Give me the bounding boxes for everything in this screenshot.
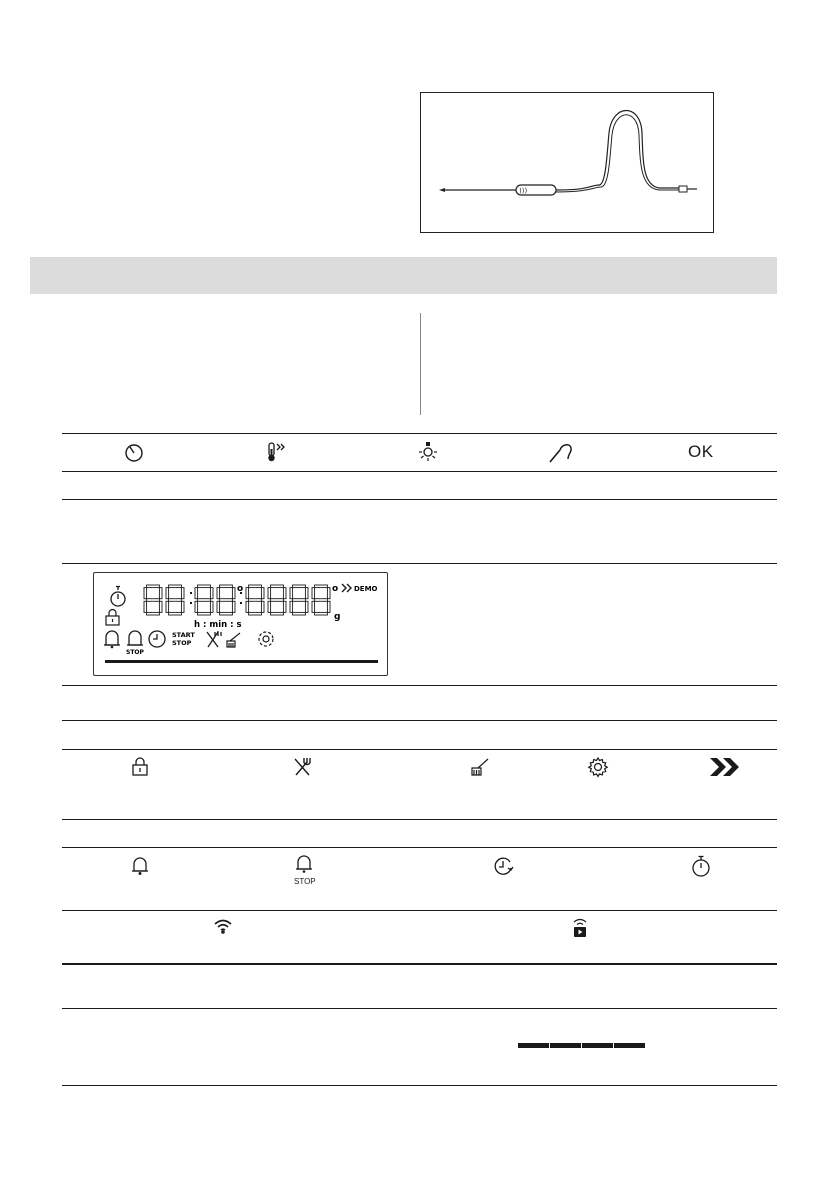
- core-temperature-sensor-icon: [421, 93, 715, 234]
- lcd-cleaning-icon: [227, 633, 240, 647]
- remote-control-icon: [570, 917, 590, 939]
- lcd-segment: [147, 585, 160, 588]
- lcd-segment: [315, 599, 328, 602]
- table-line: [62, 847, 777, 848]
- lcd-segment: [249, 612, 262, 615]
- lcd-digit: [290, 585, 308, 615]
- lamp-icon: [417, 441, 439, 463]
- core-temp-icon: [266, 441, 290, 463]
- lcd-lock-icon: [106, 610, 119, 626]
- table-line: [62, 433, 777, 434]
- table-line: [62, 499, 777, 500]
- lcd-segment: [261, 588, 264, 599]
- lcd-segment: [166, 588, 169, 599]
- cleaning-icon: [469, 757, 491, 777]
- lcd-segment: [220, 585, 233, 588]
- lcd-segment: [312, 588, 315, 599]
- lcd-segment: [290, 588, 293, 599]
- table-line: [62, 720, 777, 721]
- lcd-segment: [169, 599, 182, 602]
- lcd-segment: [144, 601, 147, 612]
- table-line: [62, 563, 777, 564]
- table-line: [62, 819, 777, 820]
- lcd-digit: [144, 585, 162, 615]
- lcd-segment: [210, 601, 213, 612]
- lcd-digit: [195, 585, 213, 615]
- lcd-segment: [261, 601, 264, 612]
- lcd-segment: [268, 601, 271, 612]
- lcd-segment: [220, 612, 233, 615]
- lcd-assisted-cooking-icon: [207, 631, 221, 647]
- lcd-display: [93, 572, 388, 676]
- lcd-segment: [271, 585, 284, 588]
- assisted-cooking-icon: [293, 757, 313, 777]
- display-dashes: [518, 1043, 646, 1049]
- table-line: [62, 471, 777, 472]
- lcd-digit: [217, 585, 235, 615]
- ok-icon: OK: [688, 442, 714, 461]
- lcd-alarm-stop-icon: [127, 631, 143, 645]
- lcd-segment: [249, 599, 262, 602]
- lcd-segment: [195, 601, 198, 612]
- probe-icon: [548, 440, 574, 464]
- lcd-segment: [315, 585, 328, 588]
- lcd-segment: [147, 612, 160, 615]
- lcd-segment: [271, 612, 284, 615]
- lcd-segment: [210, 588, 213, 599]
- table-line: [62, 685, 777, 686]
- lcd-segment: [268, 588, 271, 599]
- alarm-stop-icon: [292, 853, 316, 885]
- lcd-segment: [217, 588, 220, 599]
- column-divider: [420, 313, 421, 415]
- lcd-segment: [144, 588, 147, 599]
- lcd-segment: [246, 601, 249, 612]
- settings-icon: [587, 756, 609, 778]
- lcd-segment: [181, 601, 184, 612]
- lcd-settings-icon: [259, 632, 273, 646]
- wifi-icon: [213, 918, 233, 934]
- lcd-digit: [246, 585, 264, 615]
- lcd-segment: [315, 612, 328, 615]
- alarm-stop-label: STOP: [294, 877, 316, 886]
- lcd-segment: [169, 585, 182, 588]
- lcd-degree: o: [237, 584, 244, 594]
- table-line: [62, 910, 777, 911]
- lcd-unit-g: g: [334, 612, 341, 622]
- lcd-degree: o: [332, 584, 339, 594]
- lcd-digit: [166, 585, 184, 615]
- table-line: [62, 1008, 777, 1009]
- lcd-start-label: START: [172, 631, 195, 639]
- timer-icon: [690, 855, 712, 879]
- lcd-segment: [283, 588, 286, 599]
- lcd-segment: [305, 588, 308, 599]
- table-line: [62, 1085, 777, 1086]
- lcd-panel-graphic: [94, 573, 389, 677]
- lcd-segment: [166, 601, 169, 612]
- lcd-progress-bar: [105, 660, 378, 663]
- lcd-segment: [198, 599, 211, 602]
- lcd-segment: [159, 588, 162, 599]
- section-header-bar: [30, 257, 777, 294]
- lcd-digit: [268, 585, 286, 615]
- lcd-segment: [181, 588, 184, 599]
- table-line: [62, 749, 777, 750]
- lcd-digit: [312, 585, 330, 615]
- lcd-segment: [283, 601, 286, 612]
- lcd-segment: [147, 599, 160, 602]
- lcd-segment: [293, 599, 306, 602]
- timer-icon: [123, 442, 145, 464]
- lcd-segment: [327, 601, 330, 612]
- lcd-segment: [195, 588, 198, 599]
- lcd-segment: [217, 601, 220, 612]
- lcd-segment: [169, 612, 182, 615]
- lcd-timer-icon: [111, 587, 125, 607]
- lcd-time-delay-icon: [149, 631, 165, 647]
- lcd-segment: [290, 601, 293, 612]
- lcd-minute-minder-icon: [104, 631, 120, 648]
- lcd-segment: [232, 588, 235, 599]
- svg-text:))): ))): [519, 187, 528, 195]
- fast-heat-up-icon: [708, 756, 742, 778]
- probe-illustration: [420, 92, 714, 233]
- lcd-segment: [312, 601, 315, 612]
- lcd-segment: [198, 585, 211, 588]
- minute-minder-icon: [130, 855, 150, 877]
- table-line: [62, 963, 777, 965]
- lcd-segment: [327, 588, 330, 599]
- lcd-segment: [246, 588, 249, 599]
- lcd-stop-label: STOP: [126, 649, 144, 656]
- lcd-segment: [271, 599, 284, 602]
- lcd-segment: [159, 601, 162, 612]
- lcd-segment: [232, 601, 235, 612]
- lcd-segment: [249, 585, 262, 588]
- lcd-demo-label: DEMO: [354, 585, 378, 593]
- lcd-segment: [220, 599, 233, 602]
- lcd-segment: [198, 612, 211, 615]
- lcd-fast-heat-icon: [342, 584, 351, 592]
- lcd-segment: [293, 612, 306, 615]
- lcd-segment: [293, 585, 306, 588]
- lcd-hms-label: h : min : s: [194, 620, 242, 630]
- time-delay-icon: [492, 856, 516, 878]
- lcd-stop2-label: STOP: [172, 639, 192, 647]
- lock-icon: [131, 757, 149, 777]
- lcd-segment: [305, 601, 308, 612]
